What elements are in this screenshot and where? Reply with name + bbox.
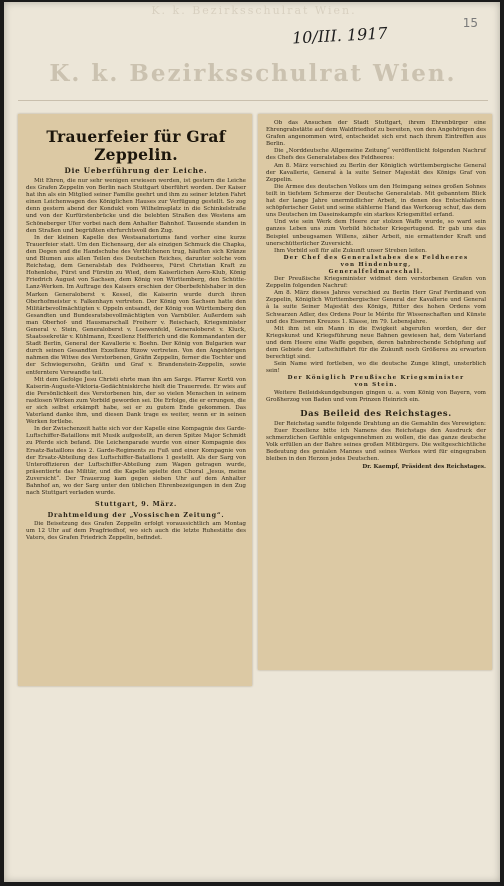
paragraph: In der kleinen Kapelle des Westsanatoriums fand vorher eine kurze Trauerfeier statt. Um den Eichensarg, der als einzigen Schmuck die Chapka, den Degen und die Handschuhe des Verblichenen trug, häuften sich Kränze und Blumen aus allen Teilen des Deutschen Reiches, darunter solche vom Reichstag, dem Generalstab des Feldheeres, Fürst Christian Kraft zu Hohenlohe, Fürst und Fürstin zu Wied, dem Kaiserlichen Aero-Klub, König Friedrich August von Sachsen, dem König von Württemberg, den Schütte-Lanz-Werken. Im Auftrage des Kaisers erschien der Oberbefehlshaber in den Marken Generaloberst v. Kessel, die Kaiserin wurde durch ihren Oberhofmeister v. Falkenhayn vertreten. Der König von Sachsen hatte den Militärbevollmächtigten v. Oppeln entsandt, der König von Württemberg den Gesandten und Bundesratsbevollmächtigten von Varnbüler. Außerdem sah man Oberhof- und Hausmarschall Freiherr v. Reischach, Kriegsminister General v. Stein, Generaloberst v. Loewenfeld, Generaloberst v. Kluck, Staatssekretär v. Kühlmann, Exzellenz Helfferich und die Kommandanten der Stadt Berlin, General der Kavallerie v. Boehn. Der König von Bulgarien war durch seinen Gesandten Exzellenz Rizow vertreten. Von den Angehörigen nahmen die Witwe des Verstorbenen, Gräfin Zeppelin, ferner die Tochter und der Schwiegersohn, Gräfin und Graf v. Brandenstein-Zeppelin, sowie entferntere Verwandte teil.	[26, 234, 246, 376]
signature-line: von Stein.	[354, 382, 398, 389]
paragraph: Der Preußische Kriegsminister widmet dem verstorbenen Grafen von Zeppelin folgenden Nachruf:	[266, 276, 486, 290]
paragraph: Der Reichstag sandte folgende Drahtung an die Gemahlin des Verewigten:	[274, 420, 486, 427]
signature-hindenburg	[266, 255, 486, 276]
signature-kaempf: Dr. Kaempf, Präsident des Reichstages.	[362, 464, 486, 471]
column-right	[266, 120, 486, 474]
paragraph: Ob das Ansuchen der Stadt Stuttgart, ihrem Ehrenbürger eine Ehrengrabstätte auf dem Waldfriedhof zu bereiten, von den Angehörigen des Grafen angenommen wird, entscheidet sich erst nach ihrem Eintreffen aus Berlin.	[266, 120, 486, 148]
article-body	[26, 178, 246, 497]
signature-line: Der Königlich Preußische Kriegsminister	[287, 375, 465, 382]
clipping-right	[258, 114, 492, 670]
subheadline: Die Ueberführung der Leiche.	[64, 166, 208, 175]
signature-line: von Hindenburg,	[340, 261, 412, 268]
letterhead-title: K. k. Bezirksschulrat Wien.	[49, 60, 457, 87]
closing-paragraph: Weitere Beileidskundgebungen gingen u. a. vom König von Bayern, vom Großherzog von Baden und vom Prinzen Heinrich ein.	[266, 389, 486, 403]
paragraph: Ihm Vorbild soll für alle Zukunft unser Streben leiten.	[274, 247, 427, 254]
archive-sheet	[4, 2, 500, 882]
obituary-body	[266, 120, 486, 255]
headline: Trauerfeier für Graf Zeppelin.	[46, 127, 226, 164]
article-body-2	[26, 521, 246, 542]
war-minister-body	[266, 276, 486, 375]
signature-line: Generalfeldmarschall.	[328, 268, 424, 275]
letterhead-rule	[18, 100, 488, 101]
reichstag-heading: Das Beileid des Reichstages.	[300, 407, 452, 418]
clipping-left	[18, 114, 252, 686]
paragraph: Mit dem Gefolge Jesu Christi ehrte man ihn am Sarge. Pfarrer Kortü von Kaiserin-Auguste-Viktoria-Gedächtniskirche hielt die Trauerrede. Er wies auf die Persönlichkeit des Verstorbenen hin, der so vielen Menschen in seinem rastlosen Wirken zum Vorbild geworden sei. Die Erfolge, die er errungen, die er sich selbst erkämpft habe, sei er zu gutem Ende gekommen. Das Vaterland danke ihm, und diesen Dank trage es weiter, wenn er in seinen Werken fortlebe.	[26, 376, 246, 426]
paragraph: Am 8. März dieses Jahres verschied zu Berlin Herr Graf Ferdinand von Zeppelin, Königlich Württembergischer General der Kavallerie und General à la suite Seiner Majestät des Königs, Ritter des hohen Ordens vom Schwarzen Adler, des Ordens Pour le Mérite für Wissenschaften und Künste und des Eisernen Kreuzes 1. Klasse, im 79. Lebensjahre.	[266, 290, 486, 325]
paragraph: Sein Name wird fortleben, wo die deutsche Zunge klingt, unsterblich sein!	[266, 361, 486, 375]
signature-stein	[266, 375, 486, 389]
handwritten-date: 10/III. 1917	[291, 23, 389, 48]
faint-letterhead: K. k. Bezirksschulrat Wien.	[151, 4, 357, 17]
signature-line: Der Chef des Generalstabes des Feldheeres	[283, 254, 469, 261]
paragraph: Die Armee des deutschen Volkes um den Heimgang seines großen Sohnes teilt in tiefstem Schmerze der Deutsche Generalstab. Mit gebanntem Blick hat der lange Jahre unermüdlicher Arbeit, in denen des Entschlafenen schöpferischer Geist und seine stählerne Hand das Werkzeug schuf, das dem uns Deutschen im Daseinskampfe ein starkes Kriegsmittel erfand.	[266, 183, 486, 219]
page-number: 15	[462, 16, 478, 30]
paragraph: Die Beisetzung des Grafen Zeppelin erfolgt voraussichtlich am Montag um 12 Uhr auf dem Pragfriedhof, wo sich auch die letzte Ruhestätte des Vaters, des Grafen Friedrich Zeppelin, befindet.	[26, 521, 246, 542]
paragraph: Am 8. März verschied zu Berlin der Königlich württembergische General der Kavallerie, General à la suite Seiner Majestät des Königs Graf von Zeppelin.	[266, 162, 486, 183]
section-title: Drahtmeldung der „Vossischen Zeitung“.	[47, 511, 225, 520]
paragraph: Und wie sein Werk dem Heere zur stolzen Waffe wurde, so ward sein ganzes Leben uns zum Vorbild höchster Kriegertugend. Er gab uns das Beispiel unbeugsamen Willens, zäher Arbeit, nie ermattender Kraft und unerschütterlicher Zuversicht.	[266, 219, 486, 247]
paragraph: In der Zwischenzeit hatte sich vor der Kapelle eine Kompagnie des Garde-Luftschiffer-Bataillons mit Musik aufgestellt, an deren Spitze Major Schmidt zu Pferde sich befand. Die Leichenparade wurde von einer Kompagnie des Ersatz-Bataillons des 2. Garde-Regiments zu Fuß und einer Kompagnie von der Ersatz-Abteilung des Luftschiffer-Bataillons 1 gestellt. Als der Sarg von Unteroffizieren der Luftschiffer-Abteilung zum Wagen getragen wurde, präsentierte das Militär, und die Kapelle spielte den Choral „Jesus, meine Zuversicht“. Der Trauerzug kam gegen sieben Uhr auf dem Anhalter Bahnhof an, wo der Sarg unter den üblichen Ehrenbezeigungen in den Zug nach Stuttgart verladen wurde.	[26, 426, 246, 497]
dateline: Stuttgart, 9. März.	[94, 500, 178, 509]
paragraph: Mit ihm ist ein Mann in die Ewigkeit abgerufen worden, der der Kriegskunst und Kriegsführung neue Bahnen gewiesen hat, dem Vaterland und dem Heere eine Waffe gegeben, deren bahnbrechende Schöpfung auf dem Gebiete der Luftschiffahrt für die Zukunft noch Größeres zu erwarten berechtigt sind.	[266, 325, 486, 361]
paragraph: Euer Exzellenz bitte ich Namens des Reichstags den Ausdruck der schmerzlichen Gefühle entgegennehmen zu wollen, die das ganze deutsche Volk erfüllen an der Bahre seines großen Mitbürgers. Die weltgeschichtliche Bedeutung des genialen Mannes und seines Werkes wird für eingegraben bleiben in den Herzen jedes Deutschen.	[266, 427, 486, 463]
column-left	[26, 120, 246, 543]
paragraph: Mit Ehren, die nur sehr wenigen erwiesen werden, ist gestern die Leiche des Grafen Zeppelin von Berlin nach Stuttgart überführt worden. Der Kaiser hat ihn als ein Mitglied seiner Familie geehrt und ihm zu seiner letzten Fahrt einen Leichenwagen des Königlichen Hauses zur Verfügung gestellt. So zog denn gestern abend der Kondukt vom Wilhelmsplatz in die Schinkelstraße und von der Kurfürstenbrücke und die belebten Straßen des Westens am Schöneberger Ufer vorbei nach dem Anhalter Bahnhof. Tausende standen in den Straßen und begrüßten ehrfurchtsvoll den Zug.	[26, 178, 246, 234]
paragraph: Die „Norddeutsche Allgemeine Zeitung“ veröffentlicht folgenden Nachruf des Chefs des Generalstabes des Feldheeres:	[266, 148, 486, 162]
reichstag-body	[266, 421, 486, 464]
